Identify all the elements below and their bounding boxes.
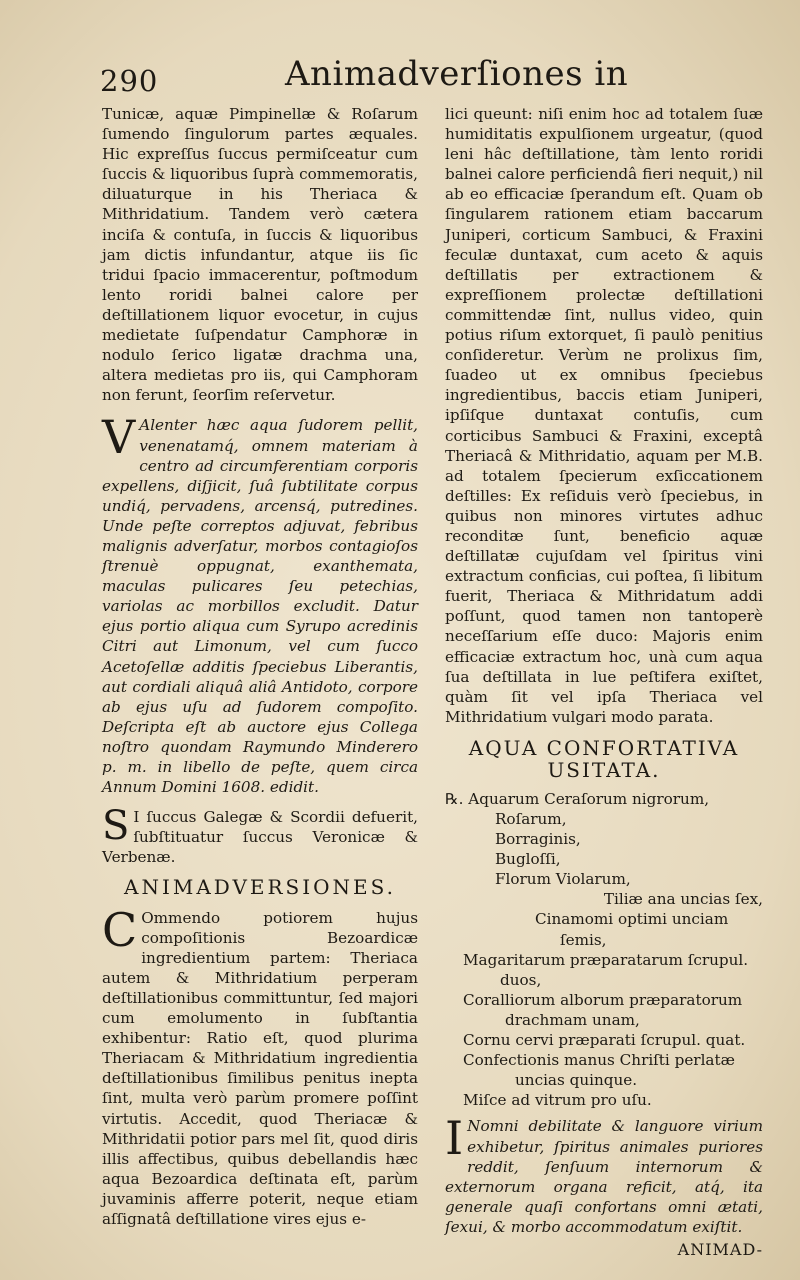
- recipe-line: Bugloſſi,: [495, 850, 561, 869]
- running-title: Animadverſiones in: [285, 54, 629, 94]
- recipe-title-line2: USITATA.: [547, 757, 661, 782]
- paragraph-continuation: lici queunt: niſi enim hoc ad totalem ſuæ humiditatis expulſionem urgeatur, (quod leni hâc deſtillatione, tàm lento roridi balnei calore perficiendâ fieri nequit,) nil ab eo efficaciæ ſperandum eſt. Quam ob ſingularem rationem etiam baccarum Juniperi, corticum Sambuci, & Fraxini feculæ duntaxat, cum aceto & aquis deſtillatis per extractionem & expreſſionem prolectæ deſtillationi committendæ ſint, nullus video, quin potius riſum extorquet, ſi paulò penitius conſideretur. Verùm ne prolixus ſim, ſuadeo ut ex omnibus ſpeciebus ingredientibus, baccis etiam Juniperi, ipſiſque duntaxat contuſis, cum corticibus Sambuci & Fraxini, exceptâ Theriacâ & Mithridatio, aquam per M.B. ad totalem ſpecierum exſiccationem deſtilles: Ex reſiduis verò ſpeciebus, in quibus non minores virtutes adhuc reconditæ ſunt, beneficio aquæ deſtillatæ cujuſdam vel ſpiritus vini extractum conficias, cui poſtea, ſi libitum fuerit, Theriaca & Mithridatum addi poſſunt, quod tamen non tantoperè neceſſarium eſſe duco: Majoris enim efficaciæ extractum hoc, unà cum aqua ſua deſtillata in lue peſtifera exiſtet, quàm ſit vel ipſa Theriaca vel Mithridatium vulgari modo parata.: [445, 105, 763, 726]
- recipe-line: Tiliæ ana uncias ſex,: [603, 890, 763, 909]
- recipe-line: ℞. Aquarum Ceraſorum nigrorum,: [445, 789, 710, 808]
- recipe-line: Confectionis manus Chriſti perlatæ: [463, 1051, 735, 1070]
- paragraph-usage-text: Nomni debilitate & languore virium exhibetur, ſpiritus animales puriores reddit, ſenſuum internorum & externorum organa reficit, atq́, ita generale quaſi confortans omni ætati, ſexui, & morbo accommodatum exiſtit.: [445, 1117, 763, 1236]
- paragraph-substitution: [102, 803, 418, 867]
- paragraph-substitution-text: I ſuccus Galegæ & Scordii defuerit, ſubſtituatur ſuccus Veronicæ & Verbenæ.: [102, 808, 418, 867]
- paragraph-usage: [445, 1111, 763, 1237]
- recipe-line: duos,: [500, 970, 542, 989]
- recipe-line: Roſarum,: [495, 810, 567, 828]
- catchword: ANIMAD-: [677, 1240, 763, 1259]
- paragraph-animadversiones-text: Ommendo potiorem hujus compoſitionis Bezoardicæ ingredientium partem: Theriaca autem & Mithridatium perperam deſtillationibus committuntur, ſed majori cum emolumento in ſubſtantia exhibentur: Ratio eſt, quod plurima Theriacam & Mithridatium ingredientia deſtillationibus ſimilibus penitus inepta ſint, multa verò parùm promere poſſint virtutis. Accedit, quod Theriacæ & Mithridatii potior pars mel ſit, quod diris illis affectibus, quibus debellandis hæc aqua Bezoardica deſtinata eſt, parùm juvaminis afferre poterit, neque etiam aſſignatâ deſtillatione vires ejus e-: [102, 908, 418, 1228]
- recipe-line: ſemis,: [560, 930, 607, 949]
- paragraph-virtues: [102, 410, 418, 797]
- recipe-title-line1: AQUA CONFORTATIVA: [468, 735, 740, 760]
- page-number: 290: [100, 64, 159, 98]
- recipe-line: Coralliorum alborum præparatorum: [463, 990, 743, 1009]
- initial-letter: V: [102, 410, 136, 465]
- initial-letter: C: [102, 902, 138, 957]
- paragraph-virtues-text: Alenter hæc aqua ſudorem pellit, venenatamq́, omnem materiam à centro ad circumferentiam corporis expellens, diſjicit, ſuâ ſubtilitate corpus undiq́, pervadens, arcensq́, putredines. Unde peſte correptos adjuvat, febribus malignis adverſatur, morbos contagioſos ſtrenuè oppugnat, exanthemata, maculas pulicares ſeu petechias, variolas ac morbillos excludit. Datur ejus portio aliqua cum Syrupo acredinis Citri aut Limonum, vel cum ſucco Acetoſellæ additis ſpeciebus Liberantis, aut cordiali aliquâ aliâ Antidoto, corpore ab ejus uſu ad ſudorem compoſito. Deſcripta eſt ab auctore ejus Collega noſtro quondam Raymundo Minderero p. m. in libello de peſte, quem circa Annum Domini 1608. edidit.: [102, 416, 418, 797]
- initial-letter: I: [445, 1111, 464, 1166]
- recipe-line: Florum Violarum,: [495, 870, 631, 889]
- right-column: [445, 104, 763, 1237]
- paragraph-animadversiones: [102, 902, 418, 1230]
- recipe-list: [445, 789, 763, 1111]
- recipe-line: Miſce ad vitrum pro uſu.: [463, 1091, 652, 1110]
- section-heading: ANIMADVERSIONES.: [124, 875, 396, 900]
- recipe-line: drachmam unam,: [505, 1010, 640, 1029]
- initial-letter: S: [102, 803, 130, 850]
- left-column: [102, 104, 418, 1229]
- recipe-line: uncias quinque.: [515, 1071, 638, 1090]
- recipe-line: Cornu cervi præparati ſcrupul. quat.: [463, 1031, 746, 1050]
- recipe-line: Magaritarum præparatarum ſcrupul.: [463, 950, 749, 969]
- recipe-line: Cinamomi optimi unciam: [535, 910, 729, 929]
- page-header: [100, 52, 780, 98]
- recipe-title: [445, 737, 763, 781]
- paragraph-recipe-continuation: Tunicæ, aquæ Pimpinellæ & Roſarum ſumendo ſingulorum partes æquales. Hic expreſſus ſuccus permiſceatur cum ſuccis & liquoribus ſuprà commemoratis, diluaturque in his Theriaca & Mithridatium. Tandem verò cætera inciſa & contuſa, in ſuccis & liquoribus jam dictis infundantur, atque iis ſic tridui ſpacio immacerentur, poſtmodum lento roridi balnei calore per deſtillationem liquor evocetur, in cujus medietate ſuſpendatur Camphoræ in nodulo ſerico ligatæ drachma una, altera medietas pro iis, qui Camphoram non ferunt, ſeorſim reſervetur.: [102, 105, 418, 405]
- recipe-line: Borraginis,: [495, 830, 581, 849]
